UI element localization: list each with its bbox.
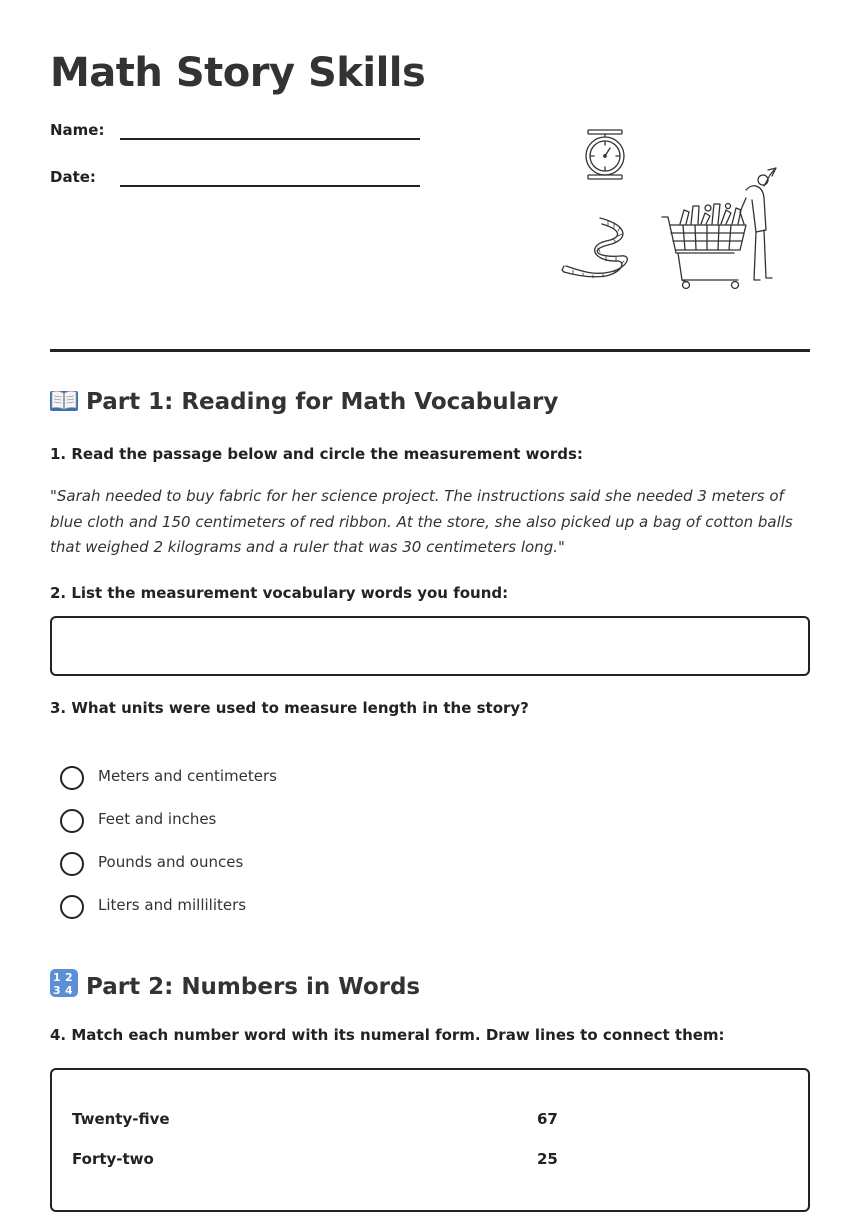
svg-text:4: 4 — [65, 984, 73, 997]
match-numeral-1[interactable]: 67 — [537, 1110, 558, 1128]
radio-button[interactable] — [60, 852, 84, 876]
scale-icon — [586, 130, 624, 179]
svg-text:3: 3 — [53, 984, 61, 997]
measuring-tape-icon — [562, 218, 627, 278]
radio-button[interactable] — [60, 895, 84, 919]
svg-text:1: 1 — [53, 971, 61, 984]
page-title: Math Story Skills — [50, 50, 426, 96]
shopping-cart-icon — [662, 168, 776, 289]
match-word-1[interactable]: Twenty-five — [72, 1110, 170, 1128]
option-label: Meters and centimeters — [98, 767, 277, 785]
match-word-2[interactable]: Forty-two — [72, 1150, 154, 1168]
option-label: Pounds and ounces — [98, 853, 244, 871]
radio-button[interactable] — [60, 766, 84, 790]
book-icon — [50, 388, 78, 418]
option-meters-centimeters[interactable] — [60, 766, 660, 790]
worksheet-page — [50, 0, 810, 1168]
part2-heading — [50, 969, 420, 1003]
section-divider — [50, 349, 810, 352]
matching-box — [50, 1068, 810, 1212]
date-field — [50, 168, 430, 198]
date-label: Date: — [50, 168, 96, 186]
question-2: 2. List the measurement vocabulary words you found: — [50, 584, 509, 602]
svg-text:2: 2 — [65, 971, 73, 984]
part1-heading — [50, 388, 558, 418]
numbers-icon — [50, 969, 78, 1003]
option-liters-milliliters[interactable] — [60, 895, 660, 919]
match-numeral-2[interactable]: 25 — [537, 1150, 558, 1168]
option-pounds-ounces[interactable] — [60, 852, 660, 876]
question-1: 1. Read the passage below and circle the measurement words: — [50, 445, 583, 463]
vocabulary-answer-box[interactable] — [50, 616, 810, 676]
option-label: Feet and inches — [98, 810, 217, 828]
measurement-illustration — [558, 120, 788, 300]
story-passage: "Sarah needed to buy fabric for her science project. The instructions said she needed 3 meters of blue cloth and 150 centimeters of red ribbon. At the store, she also picked up a bag of cotton balls that weighed 2 kilograms and a ruler that was 30 centimeters long." — [50, 487, 793, 556]
question-4: 4. Match each number word with its numeral form. Draw lines to connect them: — [50, 1026, 725, 1044]
option-label: Liters and milliliters — [98, 896, 247, 914]
question-3: 3. What units were used to measure length in the story? — [50, 699, 529, 717]
name-line[interactable] — [120, 138, 420, 140]
option-feet-inches[interactable] — [60, 809, 660, 833]
part1-heading-text: Part 1: Reading for Math Vocabulary — [86, 389, 559, 415]
date-line[interactable] — [120, 185, 420, 187]
name-field — [50, 121, 430, 151]
name-label: Name: — [50, 121, 105, 139]
radio-button[interactable] — [60, 809, 84, 833]
part2-heading-text: Part 2: Numbers in Words — [86, 974, 421, 1000]
